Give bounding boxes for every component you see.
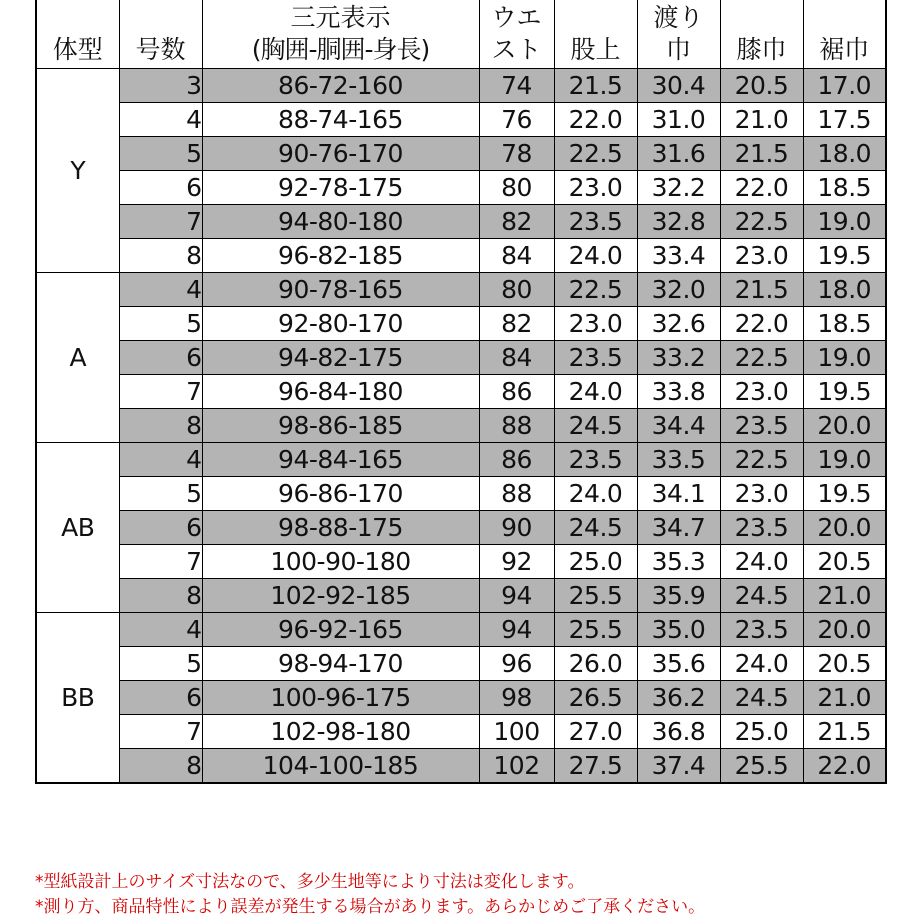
cell-waist: 94 — [479, 613, 554, 647]
cell-three-dim: 94-80-180 — [202, 205, 479, 239]
cell-thigh: 34.4 — [637, 409, 720, 443]
cell-three-dim: 98-86-185 — [202, 409, 479, 443]
header-line: 三元表示 — [290, 3, 391, 32]
cell-waist: 78 — [479, 137, 554, 171]
cell-thigh: 34.7 — [637, 511, 720, 545]
cell-hem: 18.0 — [803, 137, 886, 171]
header-line: 裾巾 — [819, 35, 870, 64]
cell-thigh: 32.2 — [637, 171, 720, 205]
table-row — [36, 137, 886, 171]
cell-number: 7 — [119, 205, 202, 239]
cell-rise: 23.0 — [554, 307, 637, 341]
cell-waist: 90 — [479, 511, 554, 545]
cell-knee: 20.5 — [720, 69, 803, 103]
cell-three-dim: 88-74-165 — [202, 103, 479, 137]
cell-three-dim: 90-78-165 — [202, 273, 479, 307]
table-row — [36, 239, 886, 273]
header-thigh — [637, 0, 720, 69]
cell-knee: 22.5 — [720, 341, 803, 375]
cell-knee: 22.5 — [720, 205, 803, 239]
header-line: 渡り — [653, 3, 704, 32]
cell-three-dim: 100-96-175 — [202, 681, 479, 715]
cell-hem: 19.5 — [803, 239, 886, 273]
cell-rise: 24.0 — [554, 477, 637, 511]
table-row — [36, 69, 886, 103]
cell-thigh: 35.9 — [637, 579, 720, 613]
cell-rise: 25.0 — [554, 545, 637, 579]
cell-hem: 18.5 — [803, 307, 886, 341]
cell-waist: 84 — [479, 239, 554, 273]
header-line: 体型 — [52, 35, 103, 64]
cell-knee: 23.5 — [720, 409, 803, 443]
cell-waist: 100 — [479, 715, 554, 749]
cell-number: 3 — [119, 69, 202, 103]
cell-waist: 84 — [479, 341, 554, 375]
cell-number: 8 — [119, 409, 202, 443]
cell-hem: 19.0 — [803, 341, 886, 375]
cell-hem: 17.5 — [803, 103, 886, 137]
cell-thigh: 33.4 — [637, 239, 720, 273]
table-row — [36, 409, 886, 443]
cell-thigh: 35.3 — [637, 545, 720, 579]
cell-number: 7 — [119, 545, 202, 579]
header-line: (胸囲-胴囲-身長) — [251, 35, 430, 64]
header-line: スト — [491, 35, 542, 64]
cell-rise: 25.5 — [554, 579, 637, 613]
cell-number: 5 — [119, 647, 202, 681]
cell-number: 6 — [119, 681, 202, 715]
cell-number: 4 — [119, 613, 202, 647]
table-row — [36, 545, 886, 579]
header-line: 巾 — [665, 35, 691, 64]
cell-knee: 24.5 — [720, 681, 803, 715]
note-2: *測り方、商品特性により誤差が発生する場合があります。あらかじめご了承ください。 — [35, 897, 706, 917]
cell-three-dim: 92-80-170 — [202, 307, 479, 341]
cell-rise: 26.5 — [554, 681, 637, 715]
cell-waist: 94 — [479, 579, 554, 613]
cell-rise: 24.0 — [554, 375, 637, 409]
table-row — [36, 443, 886, 477]
cell-knee: 21.0 — [720, 103, 803, 137]
cell-rise: 27.5 — [554, 749, 637, 784]
cell-number: 6 — [119, 511, 202, 545]
cell-three-dim: 96-84-180 — [202, 375, 479, 409]
cell-number: 8 — [119, 749, 202, 784]
cell-knee: 21.5 — [720, 273, 803, 307]
cell-knee: 22.5 — [720, 443, 803, 477]
cell-thigh: 33.5 — [637, 443, 720, 477]
cell-rise: 22.5 — [554, 273, 637, 307]
cell-three-dim: 94-84-165 — [202, 443, 479, 477]
cell-three-dim: 94-82-175 — [202, 341, 479, 375]
cell-three-dim: 92-78-175 — [202, 171, 479, 205]
cell-waist: 74 — [479, 69, 554, 103]
cell-knee: 22.0 — [720, 171, 803, 205]
header-type — [36, 0, 119, 69]
cell-thigh: 34.1 — [637, 477, 720, 511]
cell-rise: 23.5 — [554, 443, 637, 477]
cell-number: 5 — [119, 307, 202, 341]
cell-knee: 23.0 — [720, 375, 803, 409]
table-row — [36, 681, 886, 715]
cell-three-dim: 98-88-175 — [202, 511, 479, 545]
cell-three-dim: 102-98-180 — [202, 715, 479, 749]
cell-hem: 20.5 — [803, 545, 886, 579]
table-row — [36, 579, 886, 613]
cell-number: 8 — [119, 239, 202, 273]
cell-thigh: 31.0 — [637, 103, 720, 137]
cell-number: 8 — [119, 579, 202, 613]
cell-hem: 20.5 — [803, 647, 886, 681]
cell-three-dim: 90-76-170 — [202, 137, 479, 171]
header-waist — [479, 0, 554, 69]
cell-waist: 86 — [479, 375, 554, 409]
cell-rise: 24.0 — [554, 239, 637, 273]
cell-hem: 19.5 — [803, 477, 886, 511]
cell-rise: 22.5 — [554, 137, 637, 171]
header-knee — [720, 0, 803, 69]
cell-knee: 23.0 — [720, 477, 803, 511]
header-three-dim — [202, 0, 479, 69]
cell-hem: 21.0 — [803, 681, 886, 715]
cell-number: 4 — [119, 443, 202, 477]
cell-knee: 25.0 — [720, 715, 803, 749]
cell-number: 7 — [119, 375, 202, 409]
cell-hem: 21.0 — [803, 579, 886, 613]
cell-rise: 23.5 — [554, 205, 637, 239]
cell-number: 5 — [119, 137, 202, 171]
cell-thigh: 30.4 — [637, 69, 720, 103]
table-row — [36, 511, 886, 545]
body-type-cell: BB — [36, 613, 119, 784]
notes — [35, 870, 895, 920]
cell-knee: 23.5 — [720, 613, 803, 647]
table-row — [36, 205, 886, 239]
cell-rise: 26.0 — [554, 647, 637, 681]
cell-thigh: 37.4 — [637, 749, 720, 784]
cell-thigh: 31.6 — [637, 137, 720, 171]
cell-hem: 20.0 — [803, 511, 886, 545]
cell-knee: 22.0 — [720, 307, 803, 341]
note-1: *型紙設計上のサイズ寸法なので、多少生地等により寸法は変化します。 — [35, 872, 585, 892]
cell-thigh: 36.2 — [637, 681, 720, 715]
table-row — [36, 307, 886, 341]
table-row — [36, 375, 886, 409]
cell-hem: 20.0 — [803, 613, 886, 647]
cell-waist: 80 — [479, 273, 554, 307]
cell-three-dim: 96-82-185 — [202, 239, 479, 273]
cell-thigh: 33.2 — [637, 341, 720, 375]
cell-three-dim: 86-72-160 — [202, 69, 479, 103]
cell-thigh: 33.8 — [637, 375, 720, 409]
cell-thigh: 35.0 — [637, 613, 720, 647]
cell-waist: 82 — [479, 205, 554, 239]
cell-knee: 23.0 — [720, 239, 803, 273]
cell-waist: 86 — [479, 443, 554, 477]
cell-hem: 20.0 — [803, 409, 886, 443]
cell-number: 4 — [119, 103, 202, 137]
cell-hem: 17.0 — [803, 69, 886, 103]
cell-hem: 18.5 — [803, 171, 886, 205]
cell-rise: 24.5 — [554, 511, 637, 545]
cell-number: 6 — [119, 341, 202, 375]
cell-number: 5 — [119, 477, 202, 511]
cell-rise: 25.5 — [554, 613, 637, 647]
cell-waist: 92 — [479, 545, 554, 579]
cell-thigh: 36.8 — [637, 715, 720, 749]
cell-rise: 24.5 — [554, 409, 637, 443]
header-row — [36, 0, 886, 69]
cell-three-dim: 96-86-170 — [202, 477, 479, 511]
cell-waist: 102 — [479, 749, 554, 784]
cell-thigh: 35.6 — [637, 647, 720, 681]
cell-knee: 24.0 — [720, 545, 803, 579]
cell-waist: 80 — [479, 171, 554, 205]
cell-number: 6 — [119, 171, 202, 205]
cell-knee: 23.5 — [720, 511, 803, 545]
table-row — [36, 103, 886, 137]
table-row — [36, 273, 886, 307]
cell-knee: 21.5 — [720, 137, 803, 171]
cell-three-dim: 98-94-170 — [202, 647, 479, 681]
cell-waist: 88 — [479, 409, 554, 443]
cell-knee: 25.5 — [720, 749, 803, 784]
table-row — [36, 477, 886, 511]
header-hem — [803, 0, 886, 69]
header-number — [119, 0, 202, 69]
cell-rise: 22.0 — [554, 103, 637, 137]
cell-thigh: 32.6 — [637, 307, 720, 341]
table-row — [36, 749, 886, 784]
cell-hem: 21.5 — [803, 715, 886, 749]
cell-rise: 27.0 — [554, 715, 637, 749]
header-line: 号数 — [135, 35, 186, 64]
cell-knee: 24.0 — [720, 647, 803, 681]
cell-hem: 19.0 — [803, 443, 886, 477]
table-row — [36, 613, 886, 647]
cell-waist: 98 — [479, 681, 554, 715]
cell-hem: 22.0 — [803, 749, 886, 784]
cell-rise: 23.5 — [554, 341, 637, 375]
header-rise — [554, 0, 637, 69]
body-type-cell: A — [36, 273, 119, 443]
table-row — [36, 171, 886, 205]
cell-hem: 19.0 — [803, 205, 886, 239]
cell-thigh: 32.0 — [637, 273, 720, 307]
cell-three-dim: 104-100-185 — [202, 749, 479, 784]
cell-waist: 76 — [479, 103, 554, 137]
cell-waist: 88 — [479, 477, 554, 511]
cell-number: 4 — [119, 273, 202, 307]
body-type-cell: Y — [36, 69, 119, 273]
body-type-cell: AB — [36, 443, 119, 613]
cell-number: 7 — [119, 715, 202, 749]
cell-waist: 82 — [479, 307, 554, 341]
header-line: 股上 — [570, 35, 621, 64]
cell-waist: 96 — [479, 647, 554, 681]
header-line: ウエ — [491, 3, 542, 32]
cell-thigh: 32.8 — [637, 205, 720, 239]
header-line: 膝巾 — [736, 35, 787, 64]
table-row — [36, 647, 886, 681]
cell-hem: 19.5 — [803, 375, 886, 409]
cell-three-dim: 102-92-185 — [202, 579, 479, 613]
table-row — [36, 341, 886, 375]
cell-hem: 18.0 — [803, 273, 886, 307]
cell-rise: 23.0 — [554, 171, 637, 205]
table-row — [36, 715, 886, 749]
cell-three-dim: 96-92-165 — [202, 613, 479, 647]
size-table — [35, 0, 887, 784]
cell-rise: 21.5 — [554, 69, 637, 103]
table-body — [36, 69, 886, 784]
cell-three-dim: 100-90-180 — [202, 545, 479, 579]
cell-knee: 24.5 — [720, 579, 803, 613]
